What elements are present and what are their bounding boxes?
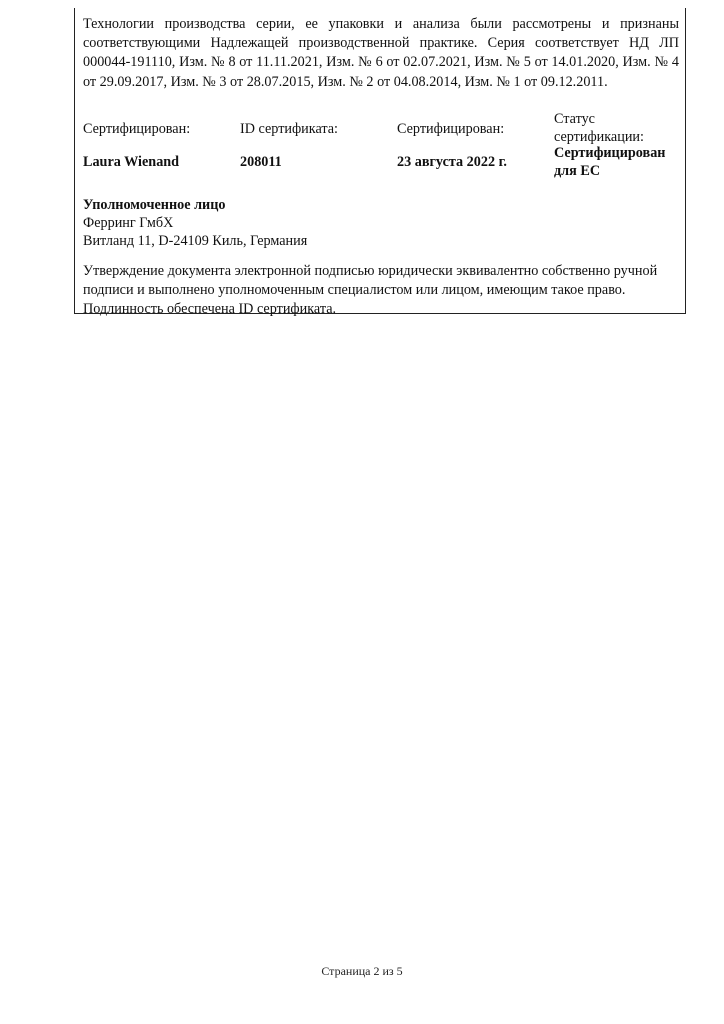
page-number: Страница 2 из 5: [321, 964, 403, 978]
qualified-person-company: Ферринг ГмбХ: [83, 215, 174, 231]
certification-status-value: Сертифицирован для ЕС: [554, 145, 666, 179]
qualified-person-title: Уполномоченное лицо: [83, 197, 226, 213]
certified-by-value: Laura Wienand: [83, 154, 180, 170]
certified-by-header: Сертифицирован:: [83, 121, 191, 137]
certified-on-header: Сертифицирован:: [397, 121, 505, 137]
qualified-person-address: Витланд 11, D-24109 Киль, Германия: [83, 233, 308, 249]
certification-status-header: Статус сертификации:: [554, 111, 644, 145]
certificate-id-header: ID сертификата:: [240, 121, 338, 137]
certificate-box: [74, 8, 686, 318]
gmp-compliance-paragraph: Технологии производства серии, ее упаковки и анализа были рассмотрены и признаны соответствующими Надлежащей производственной практике. Серия соответствует НД ЛП 000044-191110, Изм. № 8 от 11.11.2021, Изм. № 6 от 02.07.2021, Изм. № 5 от 14.01.2020, Изм. № 4 от 29.09.2017, Изм. № 3 от 28.07.2015, Изм. № 2 от 04.08.2014, Изм. № 1 от 09.12.2011.: [83, 16, 679, 90]
certified-on-value: 23 августа 2022 г.: [397, 154, 507, 170]
electronic-signature-paragraph: Утверждение документа электронной подписью юридически эквивалентно собственно ручной подписи и выполнено уполномоченным специалистом или лицом, имеющим такое право. Подлинность обеспечена ID сертификата.: [83, 263, 658, 318]
certificate-id-value: 208011: [240, 154, 282, 170]
